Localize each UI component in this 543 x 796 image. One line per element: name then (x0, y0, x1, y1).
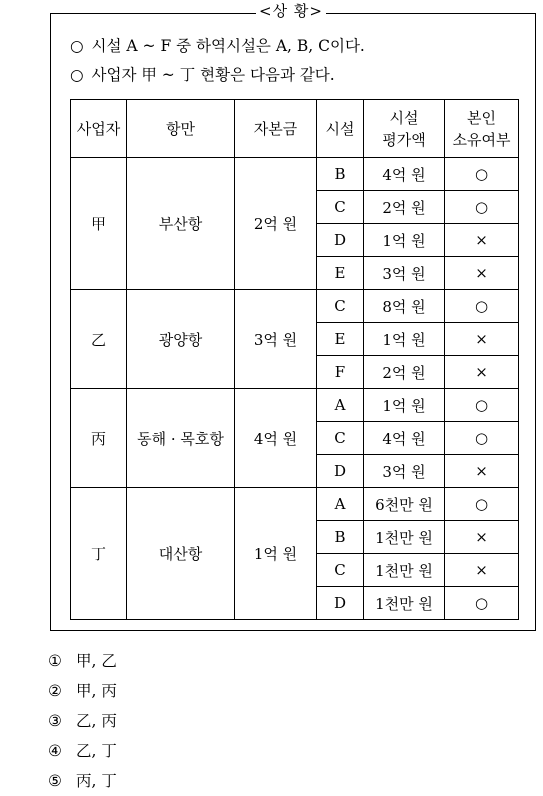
facility-cell: F (317, 356, 364, 389)
table-header-row (71, 100, 519, 158)
valuation-cell: 2억 원 (364, 356, 445, 389)
facility-cell: B (317, 158, 364, 191)
facility-cell: C (317, 290, 364, 323)
port-cell: 광양항 (127, 290, 235, 389)
facility-cell: D (317, 224, 364, 257)
choice-number: ① (48, 652, 62, 670)
valuation-cell: 3억 원 (364, 455, 445, 488)
facility-cell: A (317, 488, 364, 521)
choice-text: 乙, 丁 (76, 742, 117, 760)
facility-cell: A (317, 389, 364, 422)
valuation-cell: 1억 원 (364, 323, 445, 356)
operator-cell: 乙 (71, 290, 127, 389)
ownership-cell: ○ (445, 290, 519, 323)
choice-5[interactable] (48, 766, 117, 796)
header-facility: 시설 (317, 100, 364, 158)
operator-cell: 丙 (71, 389, 127, 488)
choice-text: 乙, 丙 (76, 712, 117, 730)
table-row (71, 488, 519, 521)
ownership-cell: ○ (445, 389, 519, 422)
header-port: 항만 (127, 100, 235, 158)
ownership-cell: ○ (445, 587, 519, 620)
choice-text: 甲, 乙 (76, 652, 117, 670)
choice-number: ④ (48, 742, 62, 760)
choice-number: ② (48, 682, 62, 700)
condition-text-1: 시설 A ~ F 중 하역시설은 A, B, C이다. (91, 37, 365, 55)
valuation-cell: 1억 원 (364, 224, 445, 257)
ownership-cell: ○ (445, 422, 519, 455)
condition-line-1 (70, 36, 365, 56)
valuation-cell: 4억 원 (364, 422, 445, 455)
header-ownership: 본인 소유여부 (445, 100, 519, 158)
table-row (71, 158, 519, 191)
port-cell: 동해 · 목호항 (127, 389, 235, 488)
table-row (71, 389, 519, 422)
ownership-cell: × (445, 554, 519, 587)
condition-text-2: 사업자 甲 ~ 丁 현황은 다음과 같다. (91, 66, 335, 84)
facility-cell: E (317, 323, 364, 356)
valuation-cell: 1억 원 (364, 389, 445, 422)
valuation-cell: 3억 원 (364, 257, 445, 290)
choice-1[interactable] (48, 646, 117, 676)
valuation-cell: 1천만 원 (364, 587, 445, 620)
table-row (71, 290, 519, 323)
operator-cell: 丁 (71, 488, 127, 620)
ownership-cell: × (445, 257, 519, 290)
header-valuation: 시설 평가액 (364, 100, 445, 158)
facility-cell: D (317, 587, 364, 620)
valuation-cell: 8억 원 (364, 290, 445, 323)
ownership-cell: × (445, 323, 519, 356)
facility-cell: E (317, 257, 364, 290)
valuation-cell: 1천만 원 (364, 521, 445, 554)
ownership-cell: ○ (445, 158, 519, 191)
situation-title: <상 황> (256, 2, 326, 20)
ownership-cell: × (445, 521, 519, 554)
facility-cell: C (317, 554, 364, 587)
valuation-cell: 1천만 원 (364, 554, 445, 587)
choice-number: ⑤ (48, 772, 62, 790)
operator-table (70, 99, 519, 620)
port-cell: 대산항 (127, 488, 235, 620)
capital-cell: 4억 원 (235, 389, 317, 488)
bullet-circle: ○ (70, 37, 84, 55)
ownership-cell: × (445, 356, 519, 389)
capital-cell: 3억 원 (235, 290, 317, 389)
choice-2[interactable] (48, 676, 117, 706)
answer-choices (48, 646, 117, 796)
bullet-circle: ○ (70, 66, 84, 84)
choice-text: 甲, 丙 (76, 682, 117, 700)
facility-cell: B (317, 521, 364, 554)
ownership-cell: ○ (445, 191, 519, 224)
capital-cell: 2억 원 (235, 158, 317, 290)
ownership-cell: ○ (445, 488, 519, 521)
capital-cell: 1억 원 (235, 488, 317, 620)
choice-4[interactable] (48, 736, 117, 766)
facility-cell: C (317, 422, 364, 455)
ownership-cell: × (445, 224, 519, 257)
valuation-cell: 4억 원 (364, 158, 445, 191)
facility-cell: D (317, 455, 364, 488)
choice-3[interactable] (48, 706, 117, 736)
header-capital: 자본금 (235, 100, 317, 158)
valuation-cell: 6천만 원 (364, 488, 445, 521)
choice-text: 丙, 丁 (76, 772, 117, 790)
facility-cell: C (317, 191, 364, 224)
operator-cell: 甲 (71, 158, 127, 290)
choice-number: ③ (48, 712, 62, 730)
valuation-cell: 2억 원 (364, 191, 445, 224)
ownership-cell: × (445, 455, 519, 488)
header-operator: 사업자 (71, 100, 127, 158)
table-body (71, 158, 519, 620)
condition-line-2 (70, 65, 335, 85)
port-cell: 부산항 (127, 158, 235, 290)
